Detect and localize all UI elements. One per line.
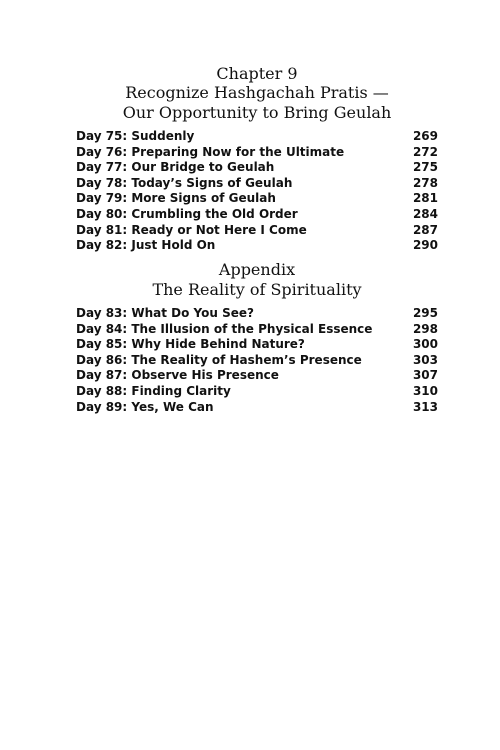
appendix-section — [76, 260, 438, 415]
chapter-9-section — [76, 64, 438, 254]
toc-entry-page: 275 — [412, 160, 438, 175]
toc-entry-page: 303 — [412, 352, 438, 367]
toc-entry-title: Day 81: Ready or Not Here I Come — [76, 222, 307, 237]
toc-entry-title: Day 85: Why Hide Behind Nature? — [76, 337, 305, 352]
toc-entry-title: Day 76: Preparing Now for the Ultimate — [76, 144, 345, 159]
toc-entry-title: Day 80: Crumbling the Old Order — [76, 206, 298, 221]
toc-entry-title: Day 84: The Illusion of the Physical Essence — [76, 321, 373, 336]
toc-entry[interactable] — [76, 400, 438, 416]
appendix-entries — [76, 306, 438, 415]
toc-entry-page: 269 — [412, 129, 438, 143]
toc-entry-title: Day 77: Our Bridge to Geulah — [76, 160, 275, 175]
toc-entry[interactable] — [76, 191, 438, 207]
toc-entry[interactable] — [76, 176, 438, 192]
toc-entry-page: 310 — [412, 383, 438, 398]
toc-entry-page: 300 — [412, 337, 438, 352]
chapter-heading: Chapter 9 — [216, 64, 298, 83]
toc-entry-page: 284 — [412, 206, 438, 221]
toc-entry[interactable] — [76, 384, 438, 400]
toc-entry-page: 272 — [412, 144, 438, 159]
toc-entry[interactable] — [76, 337, 438, 353]
chapter-9-entries — [76, 129, 438, 254]
toc-entry-title: Day 87: Observe His Presence — [76, 368, 279, 383]
toc-entry[interactable] — [76, 129, 438, 145]
toc-entry-page: 290 — [412, 238, 438, 253]
toc-entry-title: Day 89: Yes, We Can — [76, 399, 214, 414]
toc-entry[interactable] — [76, 207, 438, 223]
toc-entry[interactable] — [76, 353, 438, 369]
toc-entry[interactable] — [76, 322, 438, 338]
toc-entry-title: Day 88: Finding Clarity — [76, 383, 231, 398]
toc-entry-page: 298 — [412, 321, 438, 336]
toc-entry-page: 295 — [412, 306, 438, 320]
toc-entry-page: 287 — [412, 222, 438, 237]
toc-entry-title: Day 83: What Do You See? — [76, 306, 254, 320]
toc-entry-title: Day 78: Today’s Signs of Geulah — [76, 175, 293, 190]
toc-entry[interactable] — [76, 368, 438, 384]
appendix-title: The Reality of Spirituality — [152, 280, 362, 299]
toc-entry[interactable] — [76, 145, 438, 161]
toc-entry-page: 281 — [412, 191, 438, 206]
toc-entry-title: Day 82: Just Hold On — [76, 238, 216, 253]
chapter-title-line-2: Our Opportunity to Bring Geulah — [122, 103, 392, 122]
chapter-title-line-1: Recognize Hashgachah Pratis — — [125, 83, 389, 102]
toc-entry-title: Day 86: The Reality of Hashem’s Presence — [76, 352, 362, 367]
toc-entry-page: 313 — [412, 399, 438, 414]
toc-entry-page: 278 — [412, 175, 438, 190]
toc-entry[interactable] — [76, 238, 438, 254]
appendix-heading: Appendix — [218, 260, 296, 279]
toc-entry[interactable] — [76, 160, 438, 176]
toc-entry-page: 307 — [412, 368, 438, 383]
toc-entry[interactable] — [76, 306, 438, 322]
toc-entry-title: Day 79: More Signs of Geulah — [76, 191, 276, 206]
toc-entry-title: Day 75: Suddenly — [76, 129, 195, 143]
toc-entry[interactable] — [76, 223, 438, 239]
